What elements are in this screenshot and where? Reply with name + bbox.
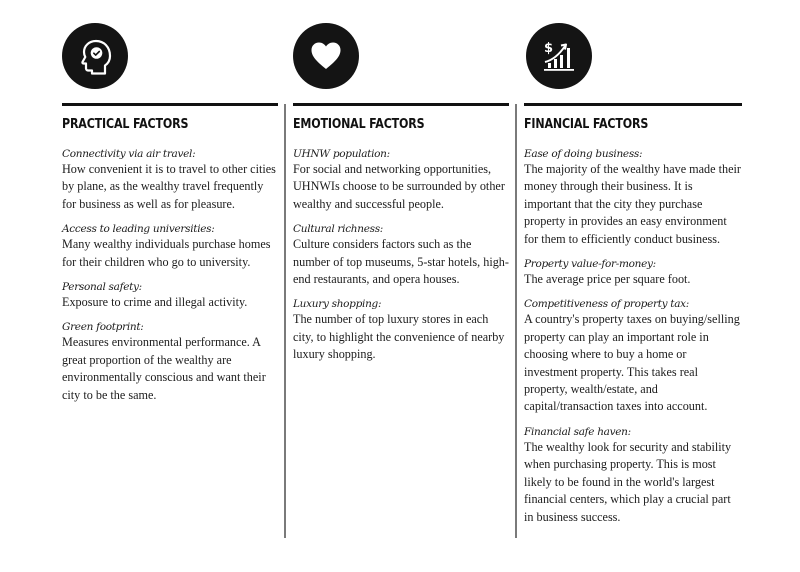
factor-description: Measures environmental performance. A great proportion of the wealthy are environmentally conscious and want their city to be the same. <box>62 335 266 402</box>
factor-title: Ease of doing business: <box>524 148 643 160</box>
column-heading: EMOTIONAL FACTORS <box>293 116 425 132</box>
factor-description: The wealthy look for security and stability when purchasing property. This is most likely to be found in the world's largest financial centers, which play a crucial part in business success. <box>524 439 732 524</box>
factor-item <box>293 222 509 288</box>
factor-title: Green footprint: <box>62 321 144 334</box>
factor-description: How convenient it is to travel to other cities by plane, as the wealthy travel frequently for business as well as for pleasure. <box>62 162 276 211</box>
factor-item <box>293 147 509 213</box>
factor-title: Connectivity via air travel: <box>62 148 196 160</box>
factor-description: Exposure to crime and illegal activity. <box>62 295 248 310</box>
factor-item <box>62 320 278 404</box>
factor-item <box>524 147 742 248</box>
column-heading: FINANCIAL FACTORS <box>524 116 649 132</box>
factor-description: A country's property taxes on buying/selling property can play an important role in choosing where to buy a home or investment property. This takes real property, wealth/estate, and capital/transaction taxes into account. <box>524 312 740 414</box>
factor-item <box>524 297 742 415</box>
factor-list <box>62 147 278 413</box>
heading-rule <box>293 103 509 106</box>
head-checkmark-icon <box>62 23 128 89</box>
factor-item <box>62 222 278 271</box>
factor-title: Luxury shopping: <box>293 298 382 311</box>
dollar-growth-chart-icon <box>526 23 592 89</box>
factor-description: Many wealthy individuals purchase homes for their children who go to university. <box>62 237 271 269</box>
factor-title: UHNW population: <box>293 148 390 160</box>
factor-item <box>293 297 509 363</box>
factor-title: Property value-for-money: <box>524 258 656 271</box>
heading-rule <box>524 103 742 106</box>
column-divider <box>284 104 286 538</box>
svg-text:$: $ <box>544 41 554 56</box>
factor-title: Cultural richness: <box>293 223 384 236</box>
factor-list <box>293 147 509 373</box>
factor-item <box>524 257 742 288</box>
factor-description: For social and networking opportunities, UHNWIs choose to be surrounded by other wealthy and successful people. <box>293 162 505 211</box>
factor-title: Competitiveness of property tax: <box>524 298 690 311</box>
factor-description: Culture considers factors such as the number of top museums, 5-star hotels, high-end restaurants, and opera houses. <box>293 237 509 287</box>
heading-rule <box>62 103 278 106</box>
column-heading: PRACTICAL FACTORS <box>62 116 189 132</box>
factor-description: The number of top luxury stores in each city, to highlight the convenience of nearby luxury shopping. <box>293 312 505 362</box>
heart-icon <box>293 23 359 89</box>
column-divider <box>515 104 517 538</box>
factor-item <box>62 147 278 213</box>
factor-title: Access to leading universities: <box>62 223 215 236</box>
factor-item <box>524 425 742 526</box>
factor-item <box>62 280 278 311</box>
factor-description: The average price per square foot. <box>524 272 691 287</box>
factor-title: Personal safety: <box>62 281 142 294</box>
factor-list <box>524 147 742 535</box>
factor-description: The majority of the wealthy have made their money through their business. It is important that the city they purchase property in provides an easy environment for them to efficiently conduct business. <box>524 162 741 246</box>
factor-title: Financial safe haven: <box>524 425 631 438</box>
